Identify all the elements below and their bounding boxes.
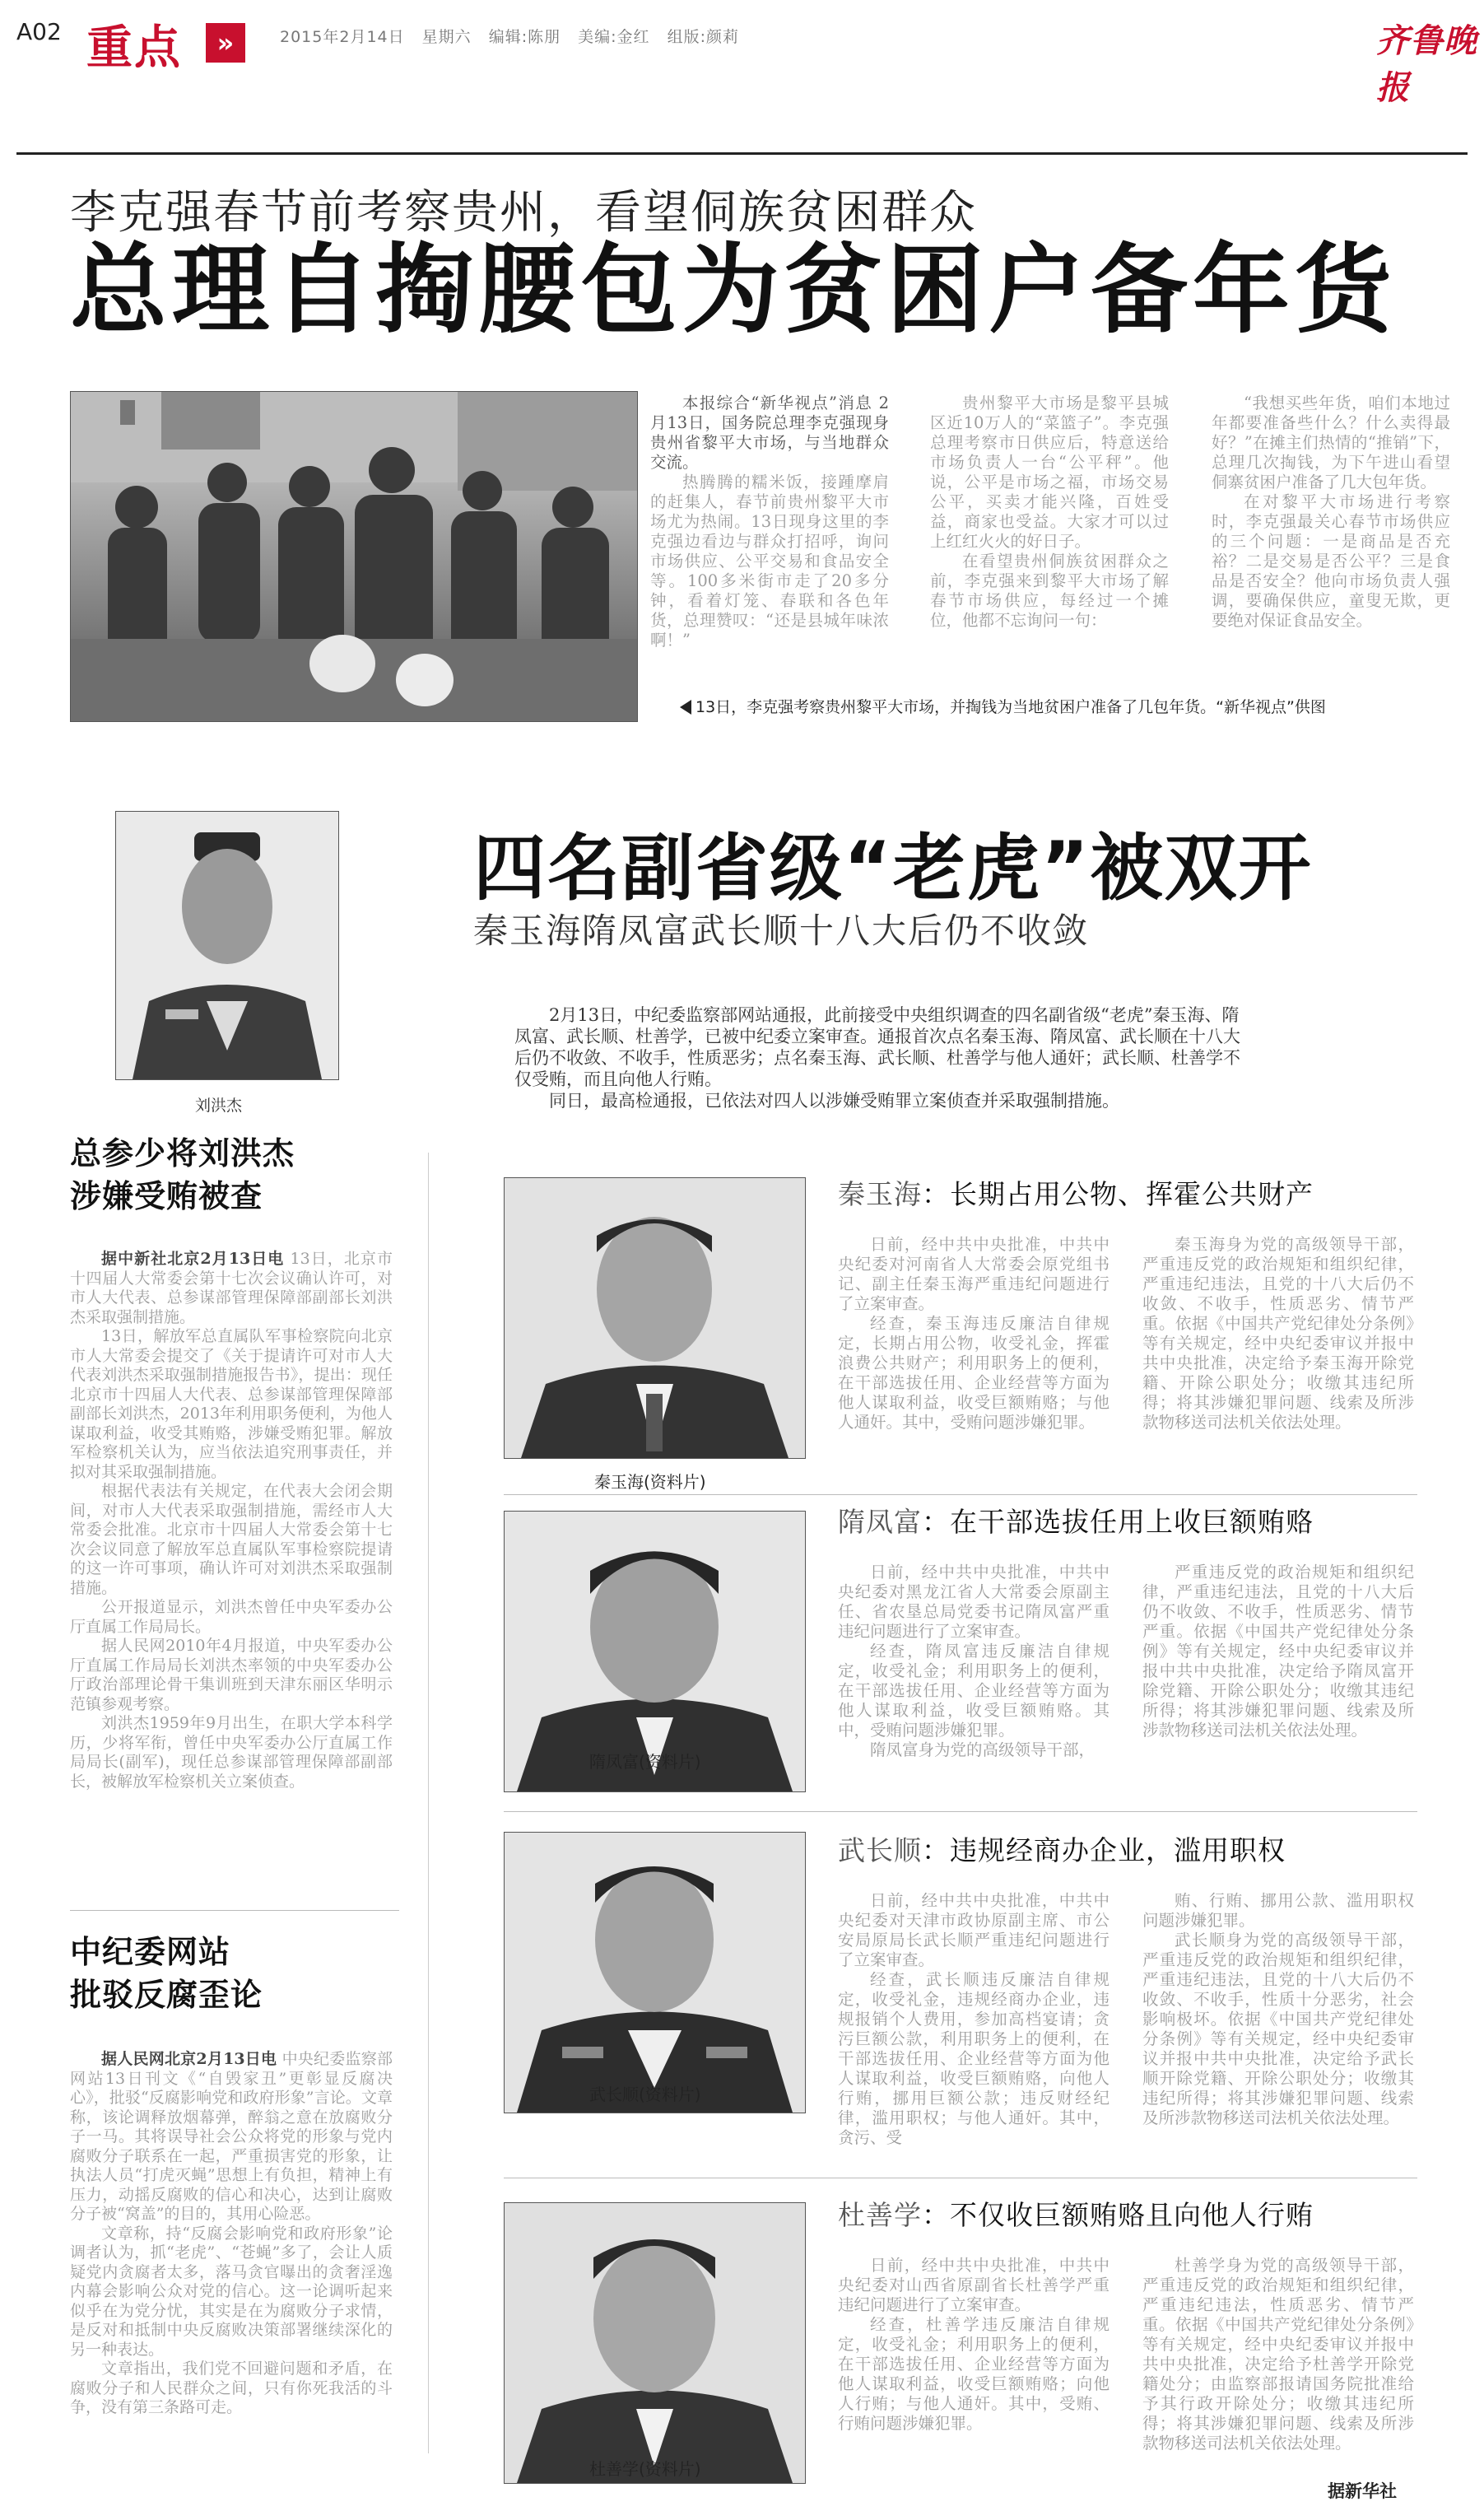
qin-yuhai-photo-caption: 秦玉海(资料片) xyxy=(594,1472,706,1492)
official-paragraph: 杜善学身为党的高级领导干部，严重违反党的政治规矩和组织纪律，严重违纪违法，性质恶劣、情节严重。依据《中国共产党纪律处分条例》等有关规定，经中央纪委审议并报中共中央批准，决定给予杜善学开除党籍处分；由监察部报请国务院批准给予其行政开除处分；收缴其违纪所得；将其涉嫌犯罪问题、线索及所涉款物移送司法机关依法处理。 xyxy=(1142,2256,1414,2453)
story1-column-2 xyxy=(930,394,1169,631)
sidebar2-headline-line: 批驳反腐歪论 xyxy=(70,1977,263,2013)
qin-yuhai-column-2 xyxy=(1142,1235,1414,1433)
official-paragraph: 隋凤富身为党的高级领导干部， xyxy=(870,1740,1096,1759)
story1-kicker: 李克强春节前考察贵州，看望侗族贫困群众 xyxy=(70,186,977,240)
official-paragraph: 贿、行贿、挪用公款、滥用职权问题涉嫌犯罪。 xyxy=(1142,1891,1414,1930)
story1-paragraph: 在看望贵州侗族贫困群众之前，李克强来到黎平大市场了解春节市场供应，每经过一个摊位，他都不忘询问一句： xyxy=(930,552,1169,630)
wu-changshun-heading: 武长顺：违规经商办企业，滥用职权 xyxy=(838,1834,1286,1866)
sidebar2-headline xyxy=(70,1931,263,2016)
sidebar1-paragraph: 13日，北京市十四届人大常委会第十七次会议确认许可，对市人大代表、总参谋部管理保障部副部长刘洪杰采取强制措施。 xyxy=(70,1250,393,1326)
masthead-logo: 齐鲁晚报 xyxy=(1376,21,1477,107)
story2-paragraph: 2月13日，中纪委监察部网站通报，此前接受中央组织调查的四名副省级“老虎”秦玉海、隋凤富、武长顺、杜善学，已被中纪委立案审查。通报首次点名秦玉海、隋凤富、武长顺在十八大后仍不收敛、不收手，性质恶劣；点名秦玉海、武长顺、杜善学与他人通奸；武长顺、杜善学不仅受贿，而且向他人行贿。 xyxy=(514,1005,1240,1089)
sidebar1-paragraph: 根据代表法有关规定，在代表大会闭会期间，对市人大代表采取强制措施，需经市人大常委会批准。北京市十四届人大常委会第十七次会议同意了解放军总直属队军事检察院提请的这一许可事项，确认许可对刘洪杰采取强制措施。 xyxy=(70,1482,393,1597)
du-shanxue-name: 杜善学 xyxy=(838,2199,922,2231)
sui-fengfu-heading: 隋凤富：在干部选拔任用上收巨额贿赂 xyxy=(838,1506,1314,1538)
official-paragraph: 日前，经中共中央批准，中共中央纪委对天津市政协原副主席、市公安局原局长武长顺严重违纪问题进行了立案审查。 xyxy=(838,1891,1110,1969)
story1-paragraph: 在对黎平大市场进行考察时，李克强最关心春节市场供应的三个问题：一是商品是否充裕？二是交易是否公平？三是食品是否安全？他向市场负责人强调，要确保供应，童叟无欺，更要绝对保证食品安全。 xyxy=(1212,492,1450,630)
official-paragraph: 经查，武长顺违反廉洁自律规定，收受礼金，违规经商办企业，违规报销个人费用，参加高档宴请；贪污巨额公款，利用职务上的便利，在干部选拔任用、企业经营等方面为他人谋取利益，收受巨额贿赂，向他人行贿，挪用巨额公款；违反财经纪律，滥用职权；与他人通奸。其中，贪污、受 xyxy=(838,1970,1110,2147)
story1-headline: 总理自掏腰包为贫困户备年货 xyxy=(70,233,1398,347)
sui-fengfu-photo-caption: 隋凤富(资料片) xyxy=(589,1752,701,1772)
qin-yuhai-name: 秦玉海 xyxy=(838,1178,922,1210)
story2-subheadline: 秦玉海隋凤富武长顺十八大后仍不收敛 xyxy=(473,911,1090,951)
story1-column-1 xyxy=(650,394,889,650)
official-paragraph: 日前，经中共中央批准，中共中央纪委对河南省人大常委会原党组书记、副主任秦玉海严重违纪问题进行了立案审查。 xyxy=(838,1235,1110,1313)
sidebar1-paragraph: 公开报道显示，刘洪杰曾任中央军委办公厅直属工作局局长。 xyxy=(70,1598,393,1636)
qin-yuhai-column-1 xyxy=(838,1235,1110,1433)
sidebar1-paragraph: 据人民网2010年4月报道，中央军委办公厅直属工作局局长刘洪杰率领的中央军委办公厅政治部理论骨干集训班到天津东丽区华明示范镇参观考察。 xyxy=(70,1637,393,1713)
du-shanxue-title: 不仅收巨额贿赂且向他人行贿 xyxy=(950,2199,1314,2231)
page-number: A02 xyxy=(16,18,62,45)
sidebar1-body xyxy=(70,1250,393,1791)
issue-info: 2015年2月14日 星期六 编辑:陈朋 美编:金红 组版:颜莉 xyxy=(280,28,739,46)
section-label: 重点 xyxy=(86,21,182,75)
sidebar1-paragraph: 13日，解放军总直属队军事检察院向北京市人大常委会提交了《关于提请许可对市人大代表刘洪杰采取强制措施报告书》，提出：现任北京市十四届人大代表、总参谋部管理保障部副部长刘洪杰，2013年利用职务便利，为他人谋取利益，收受其贿赂，涉嫌受贿犯罪。解放军检察机关认为，应当依法追究刑事责任，并拟对其采取强制措施。 xyxy=(70,1327,393,1481)
caption-pointer-icon xyxy=(680,700,691,715)
sidebar1-headline-line: 涉嫌受贿被查 xyxy=(70,1178,263,1214)
sidebar1-dateline: 据中新社北京2月13日电 xyxy=(101,1250,285,1268)
official-paragraph: 严重违反党的政治规矩和组织纪律，严重违纪违法，且党的十八大后仍不收敛、不收手，性质恶劣、情节严重。依据《中国共产党纪律处分条例》等有关规定，经中央纪委审议并报中共中央批准，决定给予隋凤富开除党籍、开除公职处分；收缴其违纪所得；将其涉嫌犯罪问题、线索及所涉款物移送司法机关依法处理。 xyxy=(1142,1563,1414,1740)
sui-fengfu-title: 在干部选拔任用上收巨额贿赂 xyxy=(950,1506,1314,1538)
sidebar2-body xyxy=(70,2050,393,2418)
official-paragraph: 经查，杜善学违反廉洁自律规定，收受礼金；利用职务上的便利，在干部选拔任用、企业经营等方面为他人谋取利益，收受巨额贿赂；向他人行贿；与他人通奸。其中，受贿、行贿问题涉嫌犯罪。 xyxy=(838,2315,1110,2433)
story1-paragraph: 贵州黎平大市场是黎平县城区近10万人的“菜篮子”。李克强总理考察市日供应后，特意送给市场负责人一台“公平秤”。他说，公平是市场之福，市场交易公平，买卖才能兴隆，百姓受益，商家也受益。大家才可以过上红红火火的好日子。 xyxy=(930,394,1169,551)
official-divider xyxy=(504,1494,1417,1495)
sidebar-divider xyxy=(70,1910,399,1911)
du-shanxue-photo-caption: 杜善学(资料片) xyxy=(589,2459,701,2479)
qin-yuhai-title: 长期占用公物、挥霍公共财产 xyxy=(950,1178,1314,1210)
sidebar1-headline-line: 总参少将刘洪杰 xyxy=(70,1135,295,1172)
column-divider xyxy=(428,1153,429,2453)
du-shanxue-column-2 xyxy=(1142,2256,1414,2453)
sui-fengfu-name: 隋凤富 xyxy=(838,1506,922,1538)
official-paragraph: 武长顺身为党的高级领导干部，严重违反党的政治规矩和组织纪律，严重违纪违法，且党的十八大后仍不收敛、不收手，性质十分恶劣，社会影响极坏。依据《中国共产党纪律处分条例》等有关规定，经中央纪委审议并报中共中央批准，决定给予武长顺开除党籍、开除公职处分；收缴其违纪所得；将其涉嫌犯罪问题、线索及所涉款物移送司法机关依法处理。 xyxy=(1142,1931,1414,2127)
wu-changshun-photo xyxy=(504,1832,806,2113)
wu-changshun-photo-caption: 武长顺(资料片) xyxy=(589,2085,701,2104)
story1-photo-caption: 13日，李克强考察贵州黎平大市场，并掏钱为当地贫困户准备了几包年货。“新华视点”供图 xyxy=(695,698,1326,716)
story1-paragraph: 本报综合“新华视点”消息 2月13日，国务院总理李克强现身贵州省黎平大市场，与当地群众交流。 xyxy=(650,394,889,472)
sidebar1-paragraph: 刘洪杰1959年9月出生，在职大学本科学历，少将军衔，曾任中央军委办公厅直属工作局局长(副军)，现任总参谋部管理保障部副部长，被解放军检察机关立案侦查。 xyxy=(70,1714,393,1791)
sui-fengfu-column-1 xyxy=(838,1563,1110,1760)
story2-lead xyxy=(514,1004,1255,1111)
sidebar2-headline-line: 中纪委网站 xyxy=(70,1934,231,1970)
liu-hongjie-photo-caption: 刘洪杰 xyxy=(195,1097,243,1115)
du-shanxue-heading: 杜善学：不仅收巨额贿赂且向他人行贿 xyxy=(838,2199,1314,2231)
official-paragraph: 秦玉海身为党的高级领导干部，严重违反党的政治规矩和组织纪律，严重违纪违法，且党的十八大后仍不收敛、不收手，性质恶劣、情节严重。依据《中国共产党纪律处分条例》等有关规定，经中央纪委审议并报中共中央批准，决定给予秦玉海开除党籍、开除公职处分；收缴其违纪所得；将其涉嫌犯罪问题、线索及所涉款物移送司法机关依法处理。 xyxy=(1142,1235,1414,1432)
wu-changshun-column-2 xyxy=(1142,1891,1414,2128)
official-paragraph: 经查，隋凤富违反廉洁自律规定，收受礼金；利用职务上的便利，在干部选拔任用、企业经营等方面为他人谋取利益，收受巨额贿赂。其中，受贿问题涉嫌犯罪。 xyxy=(838,1642,1110,1740)
sidebar2-paragraph: 文章指出，我们党不回避问题和矛盾，在腐败分子和人民群众之间，只有你死我活的斗争，没有第三条路可走。 xyxy=(70,2360,393,2416)
signoff: 据新华社 xyxy=(1328,2481,1397,2501)
qin-yuhai-heading: 秦玉海：长期占用公物、挥霍公共财产 xyxy=(838,1178,1314,1210)
sidebar2-paragraph: 中央纪委监察部网站13日刊文《“自毁家丑”更彰显反腐决心》，批驳“反腐影响党和政府形象”言论。文章称，该论调释放烟幕弹，醉翁之意在放腐败分子一马。其将误导社会公众将党的形象与党内腐败分子联系在一起，严重损害党的形象，让执法人员“打虎灭蝇”思想上有负担，精神上有压力，动摇反腐败的信心和决心，达到让腐败分子被“窝盖”的目的，其用心险恶。 xyxy=(70,2050,393,2223)
story2-headline: 四名副省级“老虎”被双开 xyxy=(473,826,1313,911)
story1-paragraph: 热腾腾的糯米饭，接踵摩肩的赶集人，春节前贵州黎平大市场尤为热闹。13日现身这里的李克强边看边与群众打招呼，询问市场供应、公平交易和食品安全等。100多米街市走了20多分钟，看着灯笼、春联和各色年货，总理赞叹：“还是县城年味浓啊！” xyxy=(650,473,889,650)
du-shanxue-photo xyxy=(504,2202,806,2484)
story1-photo xyxy=(70,391,638,722)
story2-paragraph: 同日，最高检通报，已依法对四人以涉嫌受贿罪立案侦查并采取强制措施。 xyxy=(549,1091,1119,1111)
official-paragraph: 经查，秦玉海违反廉洁自律规定，长期占用公物，收受礼金，挥霍浪费公共财产；利用职务上的便利，在干部选拔任用、企业经营等方面为他人谋取利益，收受巨额贿赂；与他人通奸。其中，受贿问题涉嫌犯罪。 xyxy=(838,1314,1110,1432)
sui-fengfu-column-2 xyxy=(1142,1563,1414,1740)
sidebar2-dateline: 据人民网北京2月13日电 xyxy=(101,2050,277,2068)
du-shanxue-column-1 xyxy=(838,2256,1110,2434)
wu-changshun-column-1 xyxy=(838,1891,1110,2148)
wu-changshun-title: 违规经商办企业，滥用职权 xyxy=(950,1834,1286,1866)
sidebar2-paragraph: 文章称，持“反腐会影响党和政府形象”论调者认为，抓“老虎”、“苍蝇”多了，会让人质疑党内贪腐者太多，落马贪官曝出的贪奢淫逸内幕会影响公众对党的信心。这一论调听起来似乎在为党分忧，其实是在为腐败分子求情，是反对和抵制中央反腐败决策部署继续深化的另一种表达。 xyxy=(70,2224,393,2359)
official-paragraph: 日前，经中共中央批准，中共中央纪委对山西省原副省长杜善学严重违纪问题进行了立案审查。 xyxy=(838,2256,1110,2314)
liu-hongjie-photo xyxy=(115,811,339,1080)
sidebar1-headline xyxy=(70,1132,295,1218)
official-paragraph: 日前，经中共中央批准，中共中央纪委对黑龙江省人大常委会原副主任、省农垦总局党委书记隋凤富严重违纪问题进行了立案审查。 xyxy=(838,1563,1110,1641)
header-rule xyxy=(16,152,1468,155)
qin-yuhai-photo xyxy=(504,1177,806,1459)
story1-column-3 xyxy=(1212,394,1450,631)
official-divider xyxy=(504,1811,1417,1812)
section-arrow-icon: » xyxy=(206,23,245,63)
story1-paragraph: “我想买些年货，咱们本地过年都要准备些什么？什么卖得最好？”在摊主们热情的“推销”下，总理几次掏钱，为下午进山看望侗寨贫困户准备了几大包年货。 xyxy=(1212,394,1450,491)
wu-changshun-name: 武长顺 xyxy=(838,1834,922,1866)
